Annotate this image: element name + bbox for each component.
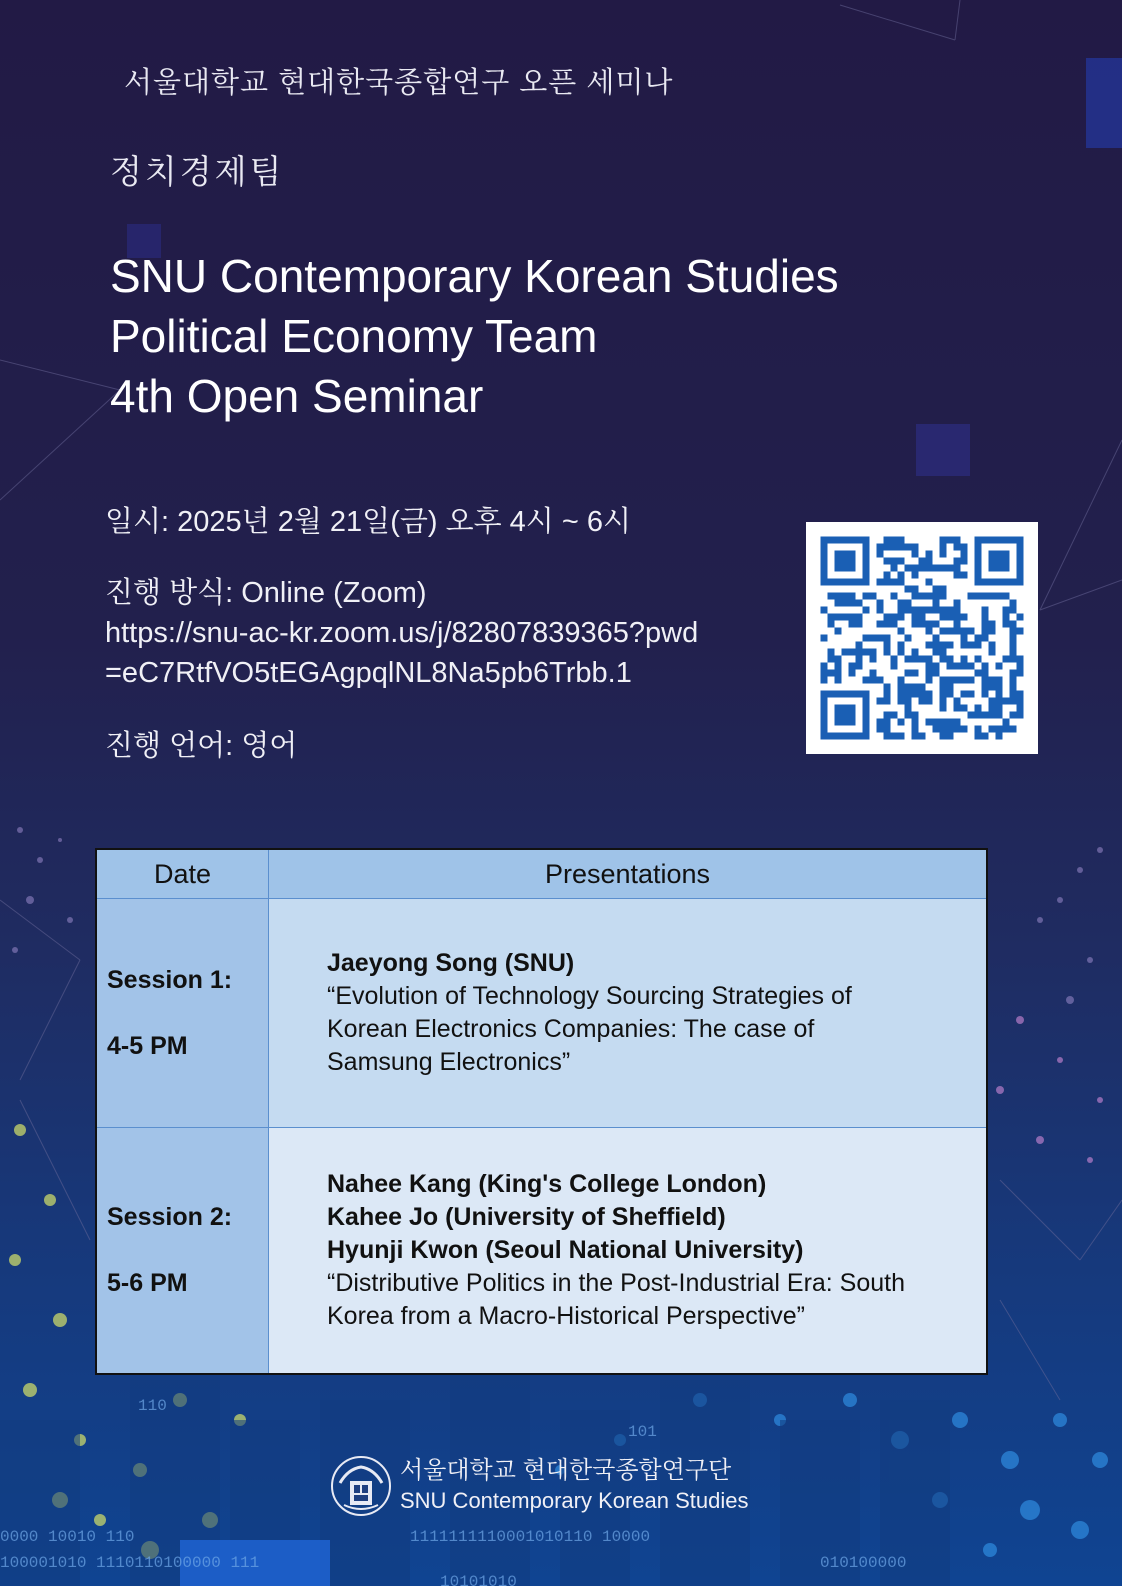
presentation-cell (269, 1128, 988, 1374)
schedule-table (95, 848, 988, 1375)
session-time: 5-6 PM (107, 1268, 188, 1297)
column-header-presentations: Presentations (269, 849, 988, 899)
presentation-title-line: Korea from a Macro-Historical Perspective” (327, 1301, 805, 1330)
session-date-cell (96, 1128, 269, 1374)
snu-emblem-icon (330, 1455, 392, 1517)
session-label: Session 1: (107, 965, 233, 994)
table-row (96, 1128, 987, 1374)
footer-english-name: SNU Contemporary Korean Studies (400, 1488, 749, 1513)
event-datetime: 일시: 2025년 2월 21일(금) 오후 4시 ~ 6시 (105, 506, 632, 538)
org-seminar-heading: 서울대학교 현대한국종합연구 오픈 세미나 (124, 67, 674, 99)
footer-korean-name: 서울대학교 현대한국종합연구단 (400, 1457, 732, 1484)
title-line: 4th Open Seminar (110, 370, 484, 422)
team-name-korean: 정치경제팀 (110, 153, 285, 190)
table-row (96, 899, 987, 1128)
session-date-cell (96, 899, 269, 1128)
table-header-row (96, 849, 987, 899)
svg-text:0000 10010 110: 0000 10010 110 (0, 1528, 135, 1546)
zoom-link-line: https://snu-ac-kr.zoom.us/j/82807839365?pwd (105, 617, 699, 649)
svg-text:1111111110001010110 10000: 1111111110001010110 10000 (410, 1528, 651, 1546)
speaker-name: Kahee Jo (University of Sheffield) (327, 1202, 726, 1231)
presentation-title-line: Korean Electronics Companies: The case of (327, 1015, 815, 1043)
qr-code-graphic (806, 522, 1038, 754)
presentation-title-line: Samsung Electronics” (327, 1048, 571, 1076)
svg-text:101: 101 (628, 1423, 657, 1441)
qr-code-icon[interactable] (806, 522, 1038, 754)
session-time: 4-5 PM (107, 1031, 188, 1060)
event-language: 진행 언어: 영어 (105, 730, 298, 762)
svg-text:100001010 1110110100000 111: 100001010 1110110100000 111 (0, 1554, 260, 1572)
speaker-name: Jaeyong Song (SNU) (327, 949, 575, 977)
event-format: 진행 방식: Online (Zoom) (105, 577, 427, 609)
svg-text:010100000: 010100000 (820, 1554, 907, 1572)
svg-text:10101010: 10101010 (440, 1573, 517, 1586)
column-header-date: Date (96, 849, 269, 899)
title-line: SNU Contemporary Korean Studies (110, 250, 839, 302)
presentation-title-line: “Distributive Politics in the Post-Industrial Era: South (327, 1268, 906, 1297)
zoom-link-line: =eC7RtfVO5tEGAgpqlNL8Na5pb6Trbb.1 (105, 657, 632, 689)
session-label: Session 2: (107, 1202, 233, 1231)
zoom-link[interactable] (105, 613, 698, 693)
page-title (110, 246, 839, 426)
speaker-name: Nahee Kang (King's College London) (327, 1169, 767, 1198)
presentation-title-line: “Evolution of Technology Sourcing Strategies of (327, 982, 852, 1010)
speaker-name: Hyunji Kwon (Seoul National University) (327, 1235, 804, 1264)
presentation-cell (269, 899, 988, 1128)
title-line: Political Economy Team (110, 310, 598, 362)
footer-branding (330, 1455, 749, 1517)
svg-text:110: 110 (138, 1397, 167, 1415)
